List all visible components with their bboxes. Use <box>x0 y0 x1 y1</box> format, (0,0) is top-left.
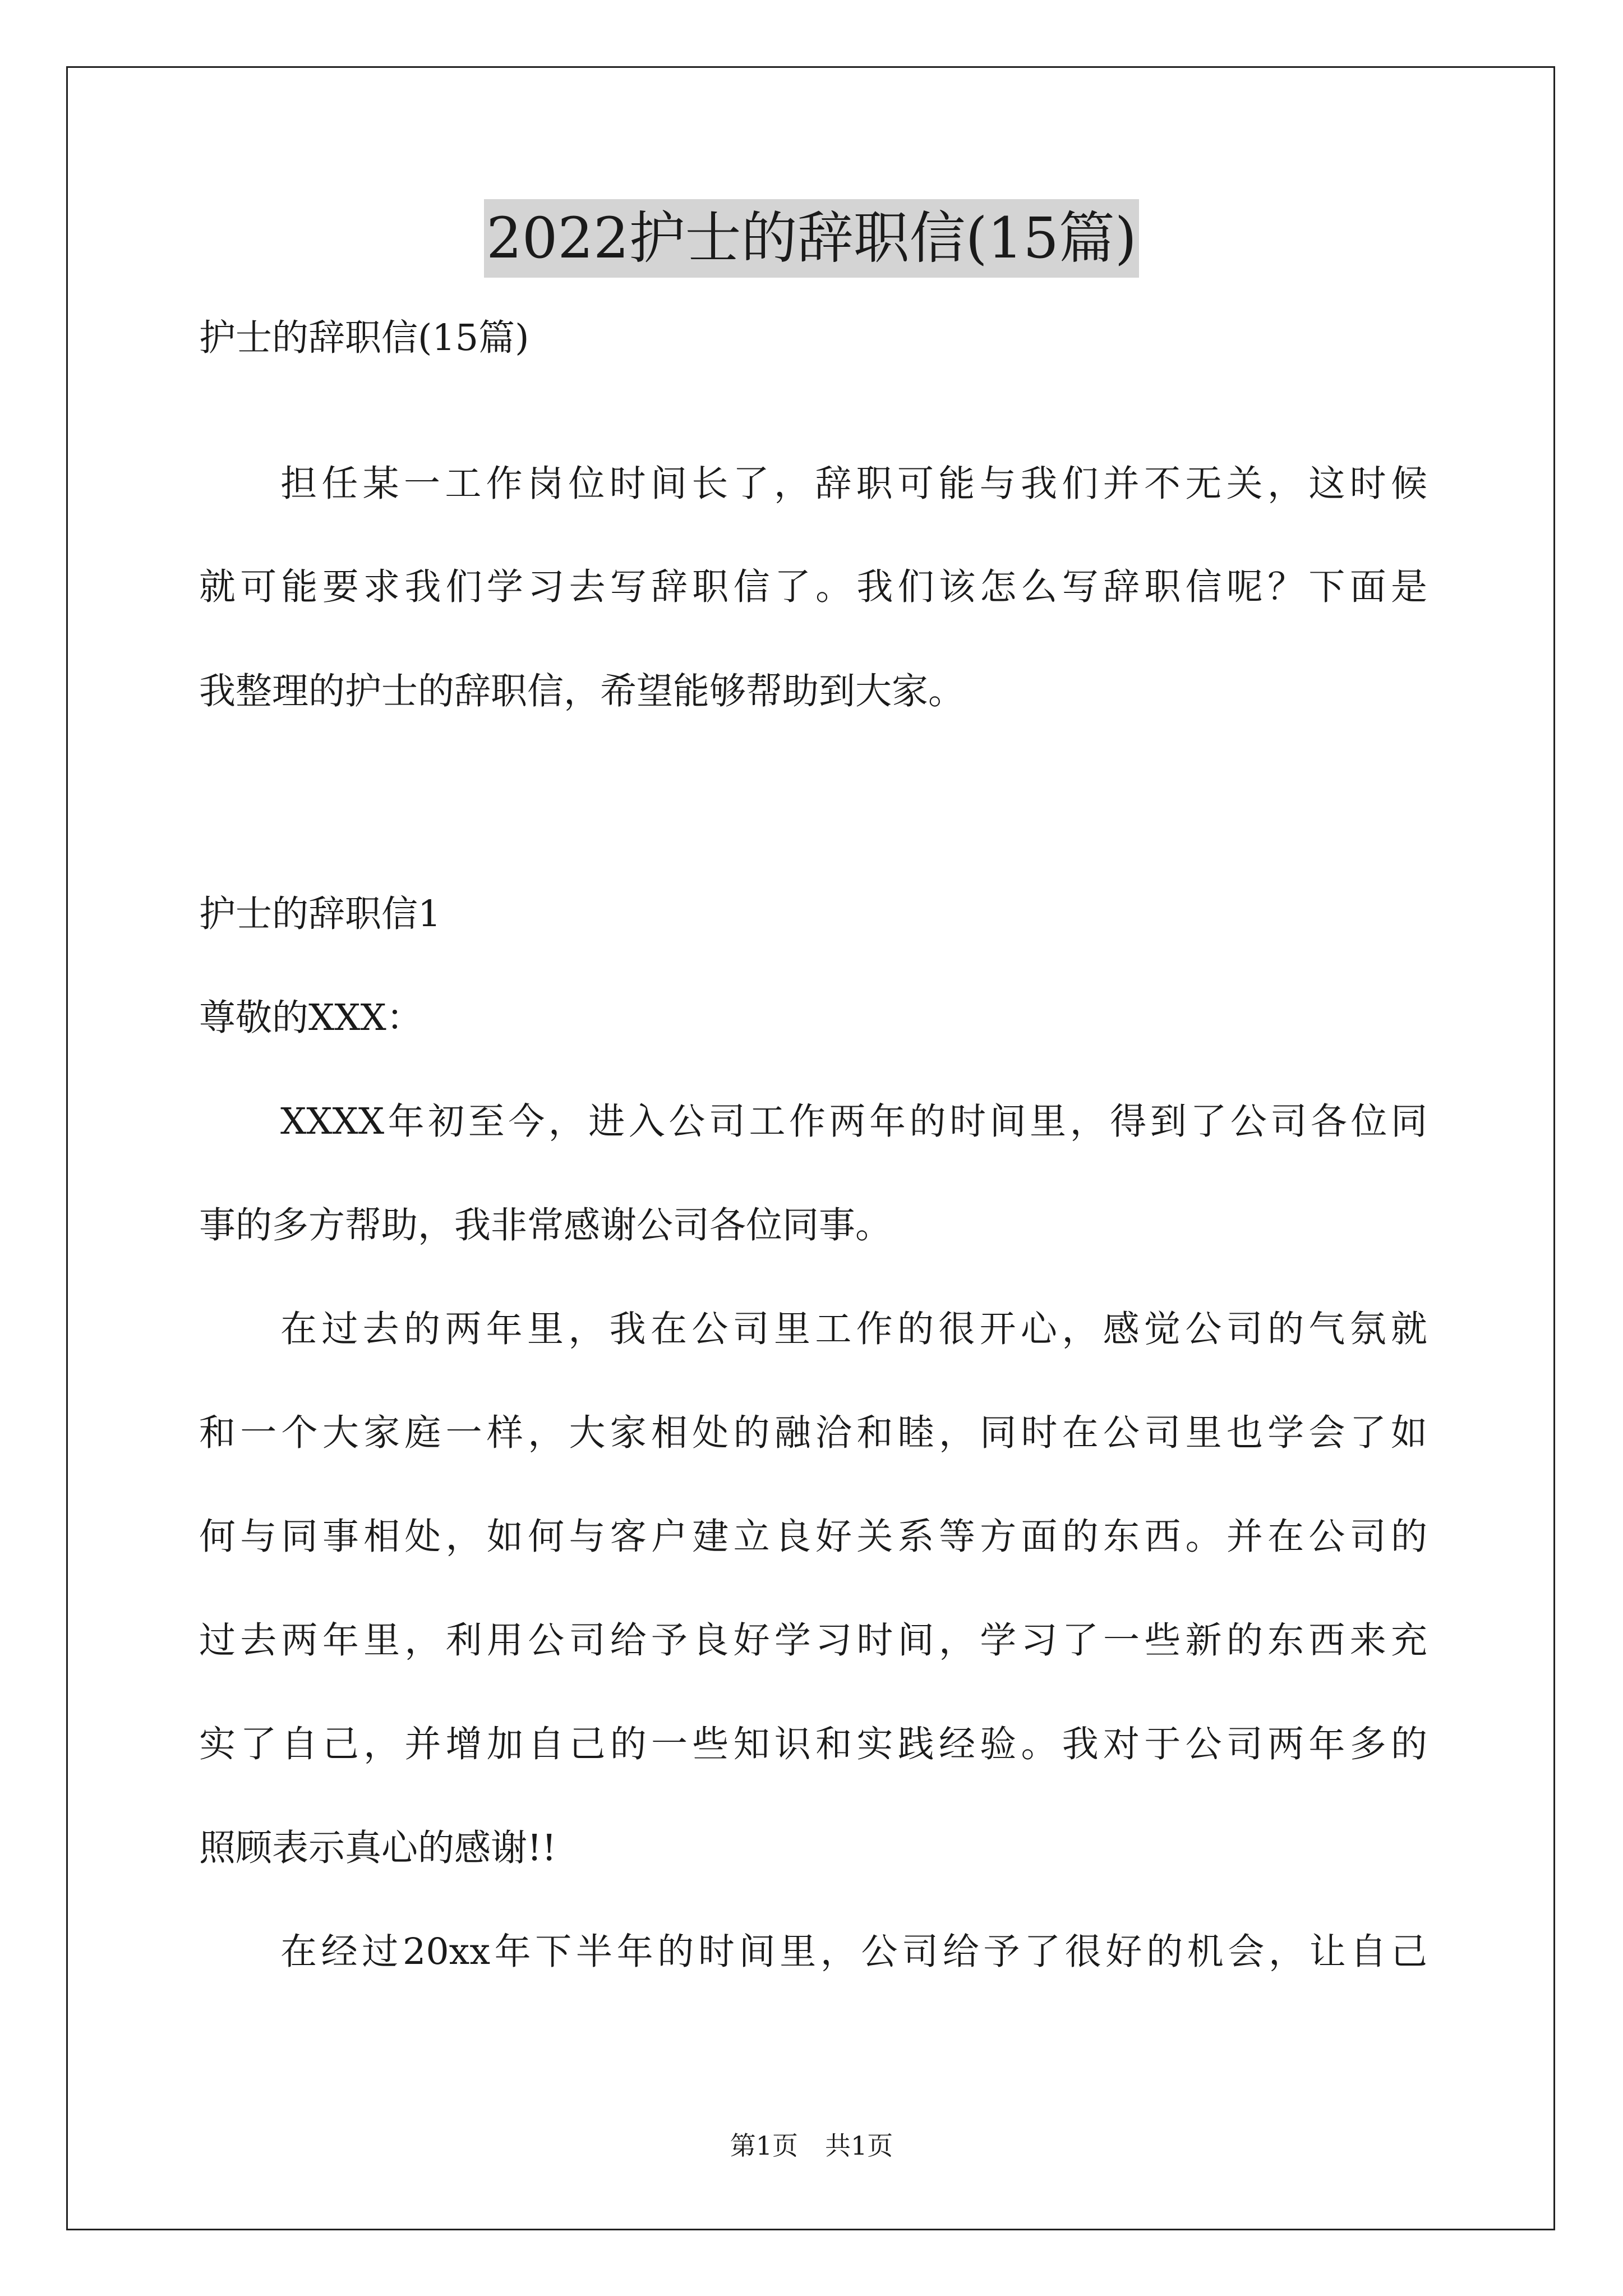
page-border <box>66 66 1555 2230</box>
page-number: 第1页 <box>730 2131 798 2161</box>
paragraph1-line-2: 事的多方帮助，我非常感谢公司各位同事。 <box>199 1204 892 1246</box>
document-subtitle: 护士的辞职信(15篇) <box>199 317 529 359</box>
intro-line-3: 我整理的护士的辞职信，希望能够帮助到大家。 <box>199 670 965 712</box>
paragraph2-line-6: 照顾表示真心的感谢!! <box>199 1827 557 1869</box>
paragraph1-line-1: XXXX年初至今，进入公司工作两年的时间里，得到了公司各位同 <box>280 1101 1427 1143</box>
page-footer <box>0 2129 1623 2162</box>
document-title <box>0 199 1623 278</box>
paragraph2-line-4: 过去两年里，利用公司给予良好学习时间，学习了一些新的东西来充 <box>199 1619 1427 1662</box>
paragraph2-line-3: 何与同事相处，如何与客户建立良好关系等方面的东西。并在公司的 <box>199 1516 1427 1558</box>
section-heading: 护士的辞职信1 <box>199 893 441 935</box>
paragraph2-line-1: 在过去的两年里，我在公司里工作的很开心，感觉公司的气氛就 <box>280 1308 1427 1350</box>
intro-line-1: 担任某一工作岗位时间长了，辞职可能与我们并不无关，这时候 <box>280 463 1427 505</box>
paragraph3-line-1: 在经过20xx年下半年的时间里，公司给予了很好的机会，让自己 <box>280 1931 1427 1973</box>
paragraph2-line-5: 实了自己，并增加自己的一些知识和实践经验。我对于公司两年多的 <box>199 1723 1427 1765</box>
intro-line-2: 就可能要求我们学习去写辞职信了。我们该怎么写辞职信呢？下面是 <box>199 566 1427 608</box>
page-total: 共1页 <box>825 2131 893 2161</box>
paragraph2-line-2: 和一个大家庭一样，大家相处的融洽和睦，同时在公司里也学会了如 <box>199 1412 1427 1454</box>
salutation: 尊敬的XXX： <box>199 997 423 1039</box>
document-title-text: 2022护士的辞职信(15篇) <box>484 199 1139 278</box>
